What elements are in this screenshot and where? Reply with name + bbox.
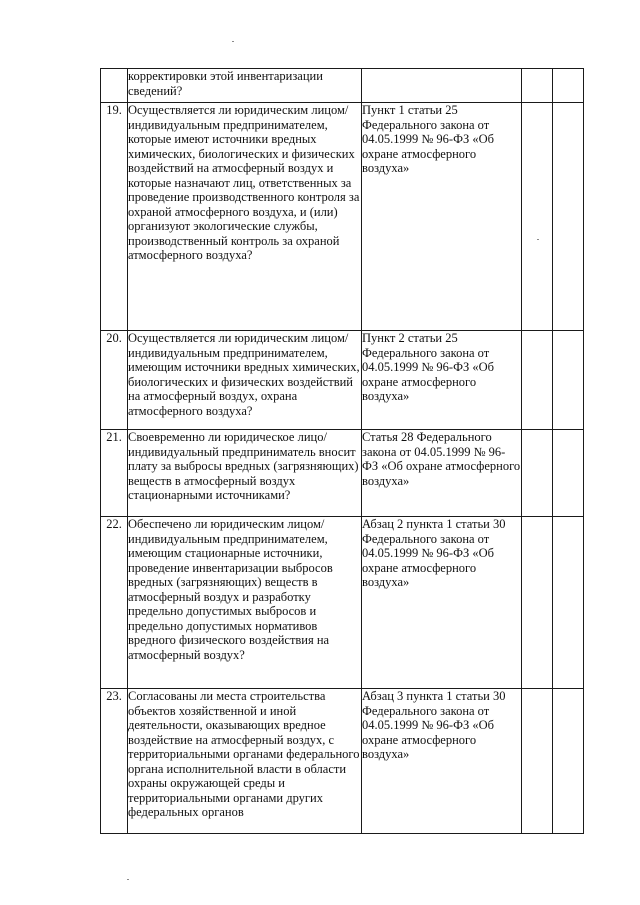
row-number: [101, 69, 128, 103]
table-row: [101, 430, 584, 517]
legal-reference-cell: Пункт 1 статьи 25 Федерального закона от 04.05.1999 № 96-ФЗ «Об охране атмосферного воздуха»: [362, 103, 522, 331]
row-number: 21.: [101, 430, 128, 517]
legal-reference-cell: [362, 69, 522, 103]
note-cell: [553, 331, 584, 430]
question-cell: Своевременно ли юридическое лицо/индивидуальный предприниматель вносит плату за выбросы вредных (загрязняющих) веществ в атмосферный воздух стационарными источниками?: [128, 430, 362, 517]
row-number: 22.: [101, 517, 128, 689]
legal-reference-cell: Абзац 2 пункта 1 статьи 30 Федерального закона от 04.05.1999 № 96-ФЗ «Об охране атмосферного воздуха»: [362, 517, 522, 689]
answer-cell: [522, 69, 553, 103]
legal-reference-cell: Абзац 3 пункта 1 статьи 30 Федерального закона от 04.05.1999 № 96-ФЗ «Об охране атмосферного воздуха»: [362, 689, 522, 834]
legal-reference-cell: Статья 28 Федерального закона от 04.05.1999 № 96-ФЗ «Об охране атмосферного воздуха»: [362, 430, 522, 517]
answer-cell: [522, 689, 553, 834]
note-cell: [553, 69, 584, 103]
table-row: [101, 103, 584, 331]
question-cell: Согласованы ли места строительства объектов хозяйственной и иной деятельности, оказывающих вредное воздействие на атмосферный воздух, с территориальными органами федерального органа исполнительной власти в области охраны окружающей среды и территориальными органами других федеральных органов: [128, 689, 362, 834]
table-row: [101, 69, 584, 103]
note-cell: [553, 517, 584, 689]
answer-cell: [522, 103, 553, 331]
scan-speck: [127, 879, 129, 880]
note-cell: [553, 430, 584, 517]
answer-cell: [522, 430, 553, 517]
table-row: [101, 517, 584, 689]
note-cell: [553, 103, 584, 331]
checklist-table: [100, 68, 584, 834]
table-row: [101, 689, 584, 834]
table-row: [101, 331, 584, 430]
row-number: 23.: [101, 689, 128, 834]
answer-cell: [522, 331, 553, 430]
question-cell: корректировки этой инвентаризации сведений?: [128, 69, 362, 103]
question-cell: Осуществляется ли юридическим лицом/индивидуальным предпринимателем, имеющим источники вредных химических, биологических и физических воздействий на атмосферный воздух, охрана атмосферного воздуха?: [128, 331, 362, 430]
answer-cell: [522, 517, 553, 689]
scan-speck: [232, 41, 234, 42]
question-cell: Обеспечено ли юридическим лицом/индивидуальным предпринимателем, имеющим стационарные источники, проведение инвентаризации выбросов вредных (загрязняющих) веществ в атмосферный воздух и разработку предельно допустимых выбросов и предельно допустимых нормативов вредного физического воздействия на атмосферный воздух?: [128, 517, 362, 689]
question-cell: Осуществляется ли юридическим лицом/индивидуальным предпринимателем, которые имеют источники вредных химических, биологических и физических воздействий на атмосферный воздух и которые назначают лиц, ответственных за проведение производственного контроля за охраной атмосферного воздуха, и (или) организуют экологические службы, производственный контроль за охраной атмосферного воздуха?: [128, 103, 362, 331]
row-number: 19.: [101, 103, 128, 331]
legal-reference-cell: Пункт 2 статьи 25 Федерального закона от 04.05.1999 № 96-ФЗ «Об охране атмосферного воздуха»: [362, 331, 522, 430]
note-cell: [553, 689, 584, 834]
row-number: 20.: [101, 331, 128, 430]
